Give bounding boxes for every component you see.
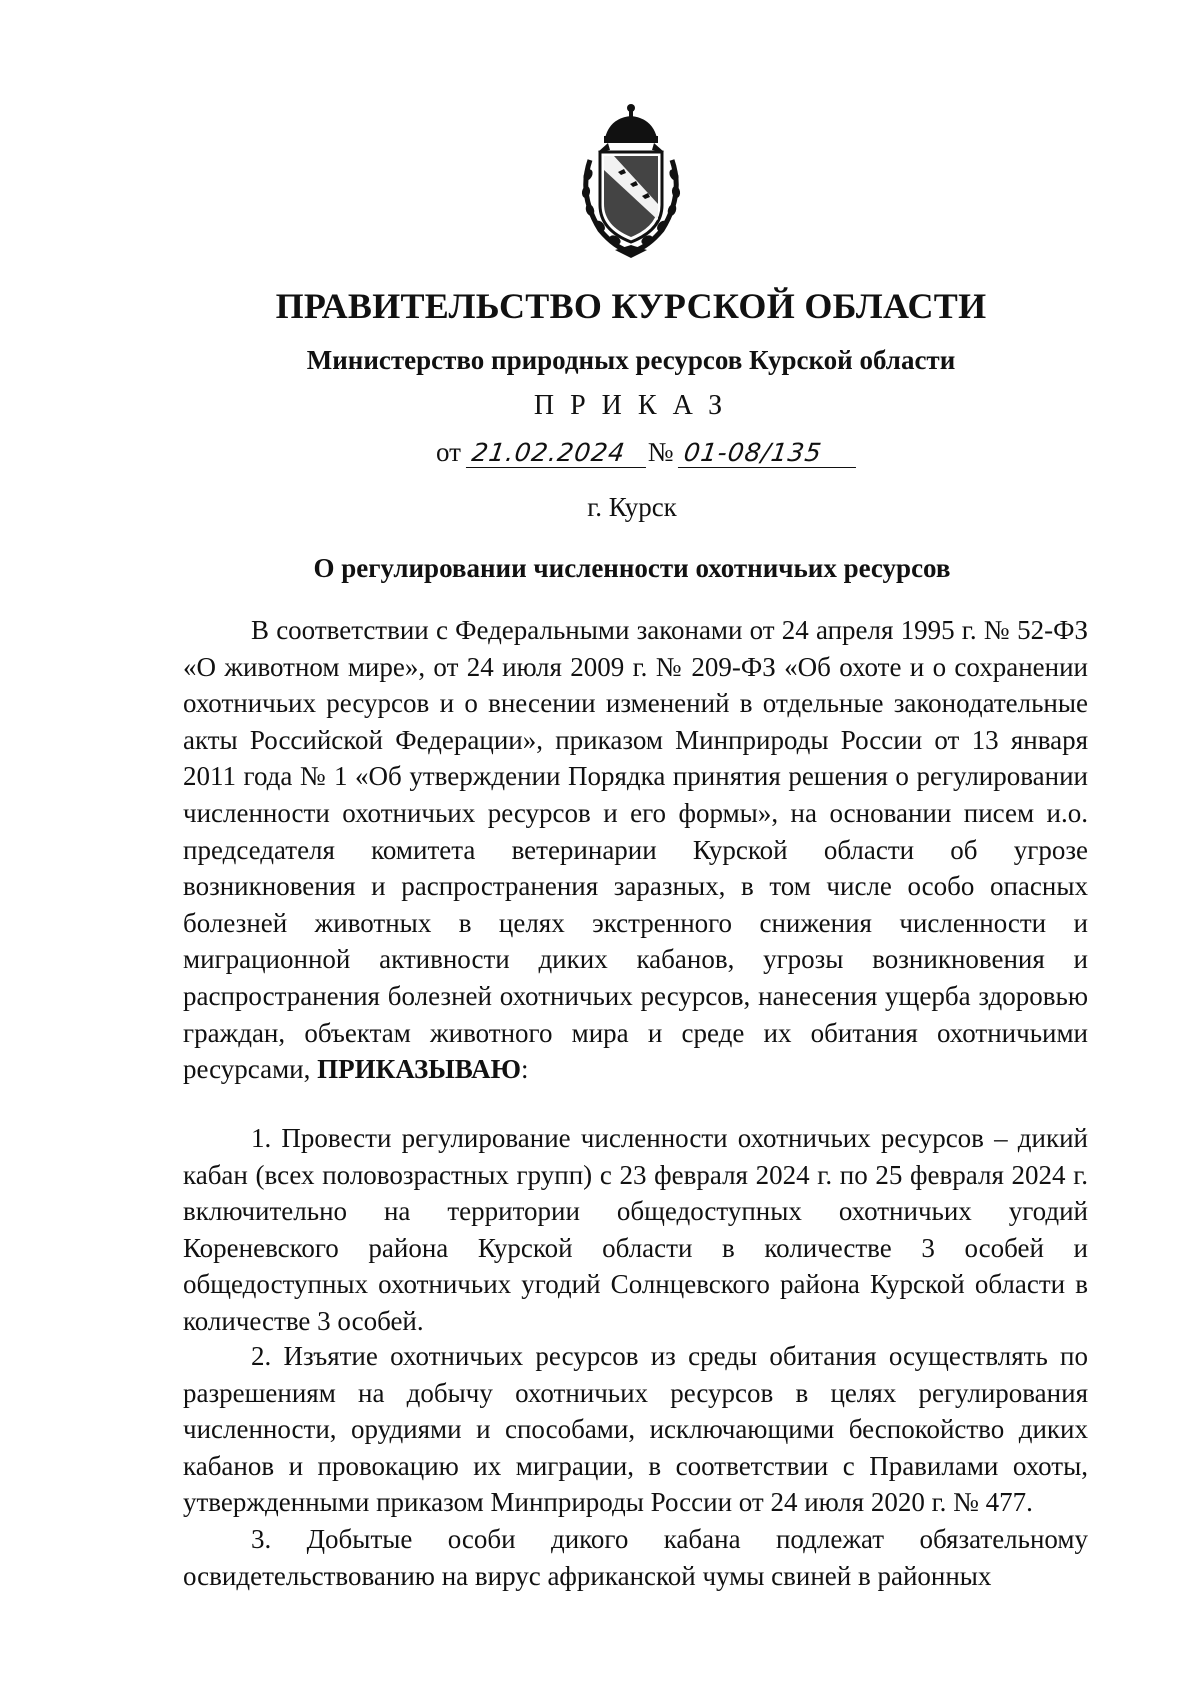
government-title: ПРАВИТЕЛЬСТВО КУРСКОЙ ОБЛАСТИ [275, 286, 987, 326]
order-number: 01-08/135 [678, 438, 860, 468]
order-date-number [436, 437, 858, 468]
order-word: ПРИКАЗЫВАЮ [317, 1054, 521, 1085]
city: г. Курск [587, 492, 677, 522]
date-prefix: от [436, 437, 461, 467]
order-colon: : [521, 1054, 529, 1085]
item-3-text: 3. Добытые особи дикого кабана подлежат обязательному освидетельствованию на вирус африканской чумы свиней в районных [183, 1524, 1088, 1591]
preamble-text: В соответствии с Федеральными законами от 24 апреля 1995 г. № 52-ФЗ «О животном мире», от 24 июля 2009 г. № 209-ФЗ «Об охоте и о сохранении охотничьих ресурсов и о внесении изменений в отдельные законодательные акты Российской Федерации», приказом Минприроды России от 13 января 2011 года № 1 «Об утверждении Порядка принятия решения о регулировании численности охотничьих ресурсов и его формы», на основании писем и.о. председателя комитета ветеринарии Курской области об угрозе возникновения и распространения заразных, в том числе особо опасных болезней животных в целях экстренного снижения численности и миграционной активности диких кабанов, угрозы возникновения и распространения болезней охотничьих ресурсов, нанесения ущерба здоровью граждан, объектам животного мира и среде их обитания охотничьими ресурсами, [183, 615, 1088, 1085]
order-date: 21.02.2024 [466, 438, 650, 468]
preamble-paragraph [183, 612, 1088, 1088]
item-2-paragraph [183, 1338, 1088, 1521]
number-prefix: № [647, 437, 674, 467]
item-1-text: 1. Провести регулирование численности охотничьих ресурсов – дикий кабан (всех половозрастных групп) с 23 февраля 2024 г. по 25 февраля 2024 г. включительно на территории общедоступных охотничьих угодий Кореневского района Курской области в количестве 3 особей и общедоступных охотничьих угодий Солнцевского района Курской области в количестве 3 особей. [183, 1123, 1088, 1336]
item-1-paragraph [183, 1120, 1088, 1340]
order-subject: О регулировании численности охотничьих ресурсов [313, 553, 951, 583]
item-3-paragraph [183, 1521, 1088, 1594]
coat-of-arms-icon [560, 100, 702, 260]
document-type: ПРИКАЗ [533, 390, 739, 421]
ministry-name: Министерство природных ресурсов Курской области [306, 345, 956, 375]
item-2-text: 2. Изъятие охотничьих ресурсов из среды обитания осуществлять по разрешениям на добычу охотничьих ресурсов в целях регулирования численности, орудиями и способами, исключающими беспокойство диких кабанов и провокацию их миграции, в соответствии с Правилами охоты, утвержденными приказом Минприроды России от 24 июля 2020 г. № 477. [183, 1341, 1088, 1518]
